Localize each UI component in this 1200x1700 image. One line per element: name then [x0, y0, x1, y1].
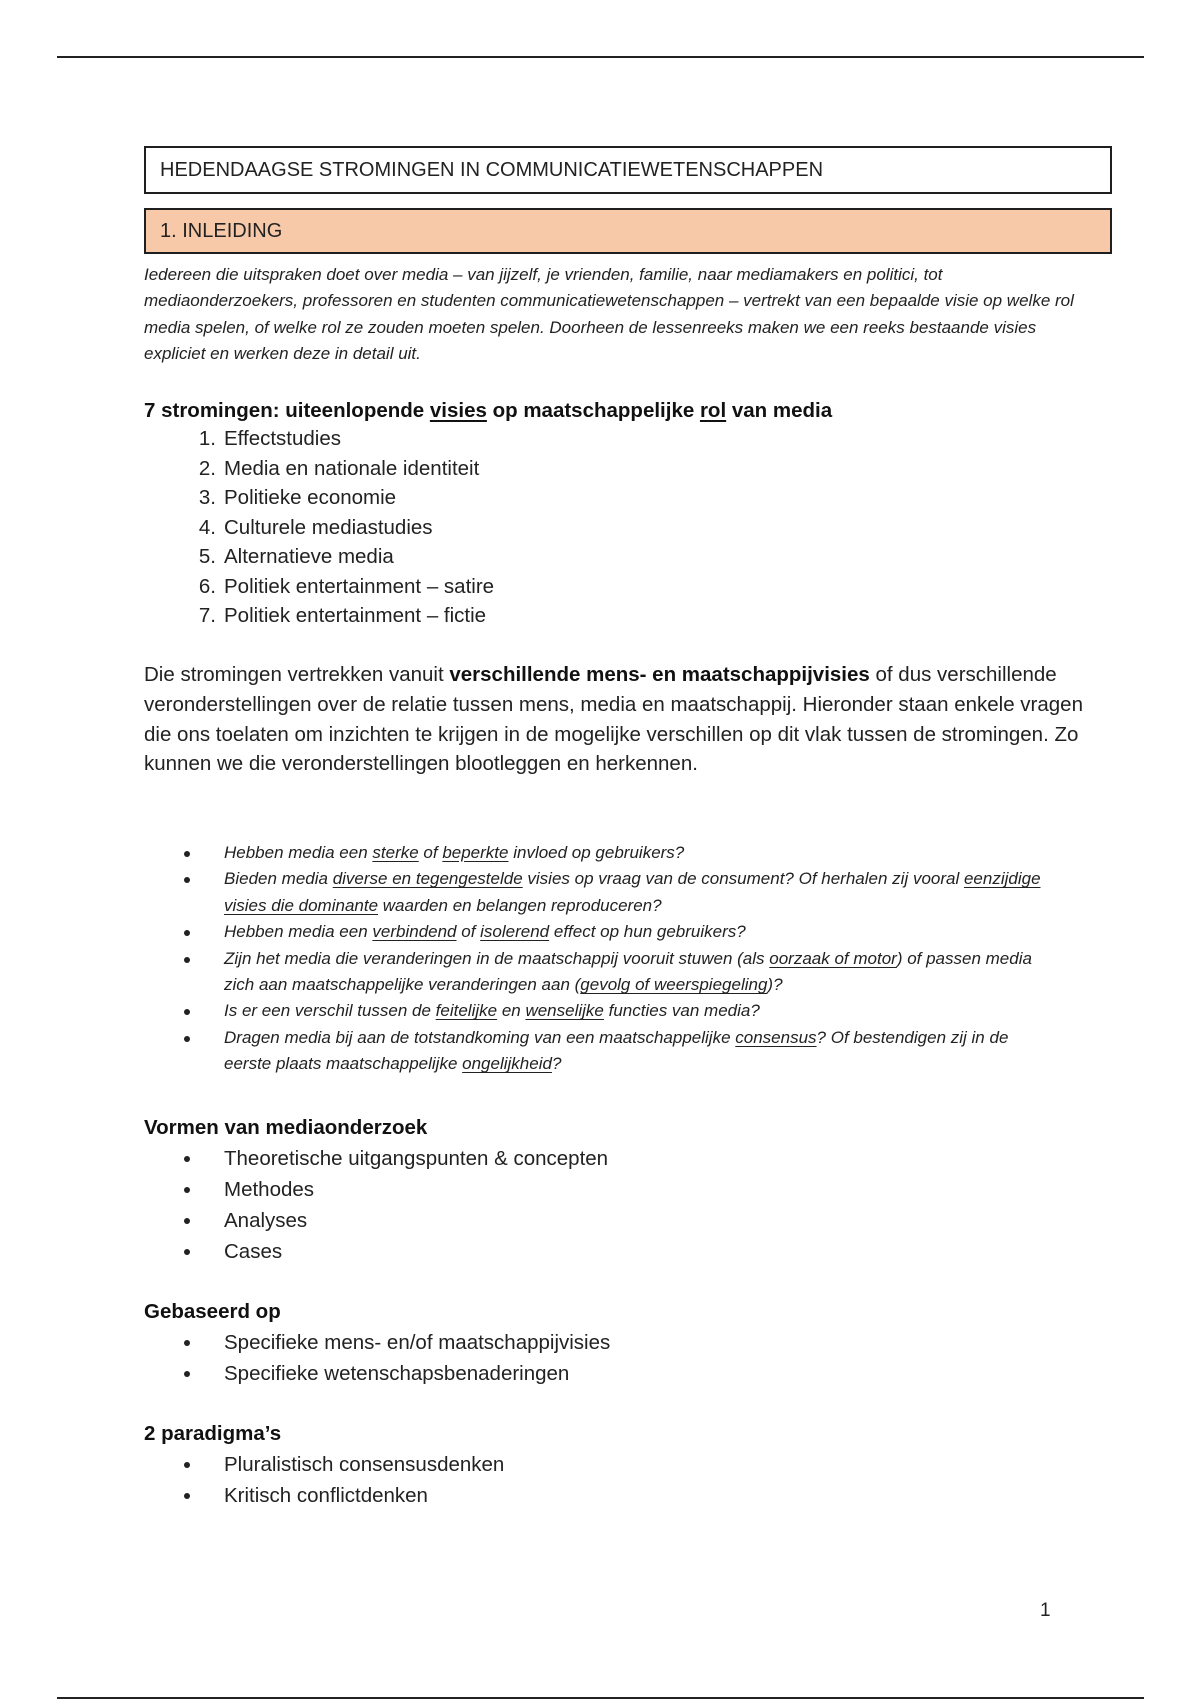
paragraph-bold: verschillende mens- en maatschappijvisies	[449, 663, 870, 686]
question-item	[180, 840, 1060, 866]
item-label: Politieke economie	[224, 486, 397, 509]
question-item	[180, 946, 1060, 999]
question-emphasis: isolerend	[480, 922, 550, 942]
streams-heading-underlined: visies	[429, 399, 487, 422]
body-paragraph	[144, 660, 1084, 779]
item-number: 5.	[198, 545, 216, 568]
question-text: ?	[551, 1054, 562, 1074]
streams-heading-part: op maatschappelijke	[486, 399, 700, 422]
item-number: 6.	[198, 574, 216, 598]
question-item	[180, 919, 1060, 945]
question-text: functies van media?	[603, 1001, 760, 1021]
question-emphasis: eenzijdige visies die dominante	[224, 869, 1041, 915]
list-item: Cases	[180, 1236, 608, 1267]
based-on-heading: Gebaseerd op	[144, 1300, 281, 1323]
question-emphasis: feitelijke	[435, 1001, 498, 1021]
based-on-list	[144, 1327, 610, 1389]
paradigms-block	[144, 1419, 504, 1511]
list-item	[180, 424, 494, 454]
question-text: Dragen media bij aan de totstandkoming van een maatschappelijke	[224, 1027, 736, 1047]
research-forms-block	[144, 1113, 608, 1267]
question-emphasis: sterke	[372, 843, 419, 862]
question-text: Hebben media een	[224, 922, 373, 942]
paradigms-list	[144, 1449, 504, 1511]
item-label: Alternatieve media	[224, 545, 394, 568]
streams-heading-part: van media	[726, 399, 833, 422]
question-text: ) of passen media zich aan maatschappelijke veranderingen aan (	[224, 948, 1032, 995]
based-on-block	[144, 1297, 610, 1389]
question-text: Is er een verschil tussen de	[224, 1001, 436, 1021]
list-item: Specifieke wetenschapsbenaderingen	[180, 1358, 610, 1389]
paragraph-text: Die stromingen vertrekken vanuit	[144, 663, 450, 686]
question-text: invloed op gebruikers?	[508, 843, 685, 862]
question-item	[180, 866, 1060, 919]
list-item	[180, 454, 494, 484]
question-emphasis: ongelijkheid	[462, 1054, 552, 1074]
item-label: Politiek entertainment – satire	[224, 574, 495, 598]
research-forms-heading: Vormen van mediaonderzoek	[144, 1116, 428, 1139]
streams-heading	[144, 397, 832, 425]
question-emphasis: diverse en tegengestelde	[332, 869, 523, 889]
paradigms-heading: 2 paradigma’s	[144, 1422, 282, 1445]
list-item	[180, 513, 494, 543]
list-item: Kritisch conflictdenken	[180, 1480, 504, 1511]
list-item	[180, 601, 494, 631]
list-item	[180, 572, 494, 602]
list-item: Specifieke mens- en/of maatschappijvisies	[180, 1327, 610, 1358]
question-text: of	[418, 843, 443, 862]
question-emphasis: oorzaak of motor	[769, 948, 897, 968]
bottom-rule	[57, 1697, 1144, 1699]
item-number: 3.	[198, 486, 216, 509]
item-label: Politiek entertainment – fictie	[224, 604, 487, 627]
research-forms-list	[144, 1143, 608, 1267]
question-text: ? Of bestendigen zij in de eerste plaats maatschappelijke	[224, 1027, 1009, 1074]
questions-list	[180, 840, 1060, 1078]
top-rule	[57, 56, 1144, 58]
question-emphasis: gevolg of weerspiegeling	[580, 975, 768, 995]
question-text: of	[456, 922, 481, 942]
item-number: 7.	[198, 604, 216, 627]
item-number: 4.	[198, 515, 216, 539]
item-number: 2.	[198, 456, 216, 480]
intro-text	[144, 262, 1084, 367]
question-text: Bieden media	[224, 869, 333, 889]
question-text: en	[497, 1001, 526, 1021]
list-item: Theoretische uitgangspunten & concepten	[180, 1143, 608, 1174]
question-emphasis: wenselijke	[525, 1001, 604, 1021]
item-label: Media en nationale identiteit	[224, 456, 480, 480]
paragraph-text: of dus verschillende veronderstellingen over de relatie tussen mens, media en maatschappij. Hieronder staan enkele vragen die ons toelaten om inzichten te krijgen in de mogelijke verschillen op dit vlak tussen de stromingen. Zo kunnen we die veronderstellingen blootleggen en herkennen.	[144, 663, 1083, 776]
question-text: Hebben media een	[224, 843, 373, 862]
question-text: )?	[767, 975, 783, 995]
question-text: visies op vraag van de consument? Of herhalen zij vooral	[522, 869, 964, 889]
section-title: 1. INLEIDING	[144, 208, 1112, 254]
list-item	[180, 542, 494, 572]
streams-list	[180, 424, 494, 631]
question-text: effect op hun gebruikers?	[549, 922, 746, 942]
list-item: Pluralistisch consensusdenken	[180, 1449, 504, 1480]
question-text: Zijn het media die veranderingen in de maatschappij vooruit stuwen (als	[224, 948, 770, 968]
item-label: Effectstudies	[224, 427, 341, 450]
item-label: Culturele mediastudies	[224, 515, 433, 539]
intro-paragraph: Iedereen die uitspraken doet over media – van jijzelf, je vrienden, familie, naar mediamakers en politici, tot mediaonderzoekers, professoren en studenten communicatiewetenschappen – vertrekt van een bepaalde visie op welke rol media spelen, of welke rol ze zouden moeten spelen. Doorheen de lessenreeks maken we een reeks bestaande visies expliciet en werken deze in detail uit.	[144, 265, 1074, 363]
streams-heading-underlined: rol	[699, 399, 727, 422]
question-emphasis: consensus	[735, 1027, 817, 1047]
item-number: 1.	[198, 427, 216, 450]
question-text: waarden en belangen reproduceren?	[378, 895, 662, 915]
list-item	[180, 483, 494, 513]
question-emphasis: beperkte	[442, 843, 509, 862]
document-title: HEDENDAAGSE STROMINGEN IN COMMUNICATIEWETENSCHAPPEN	[144, 146, 1112, 194]
list-item: Methodes	[180, 1174, 608, 1205]
question-item	[180, 998, 1060, 1024]
question-emphasis: verbindend	[372, 922, 457, 942]
page-number: 1	[1040, 1600, 1051, 1621]
streams-heading-part: 7 stromingen: uiteenlopende	[144, 399, 430, 422]
list-item: Analyses	[180, 1205, 608, 1236]
question-item	[180, 1025, 1060, 1078]
